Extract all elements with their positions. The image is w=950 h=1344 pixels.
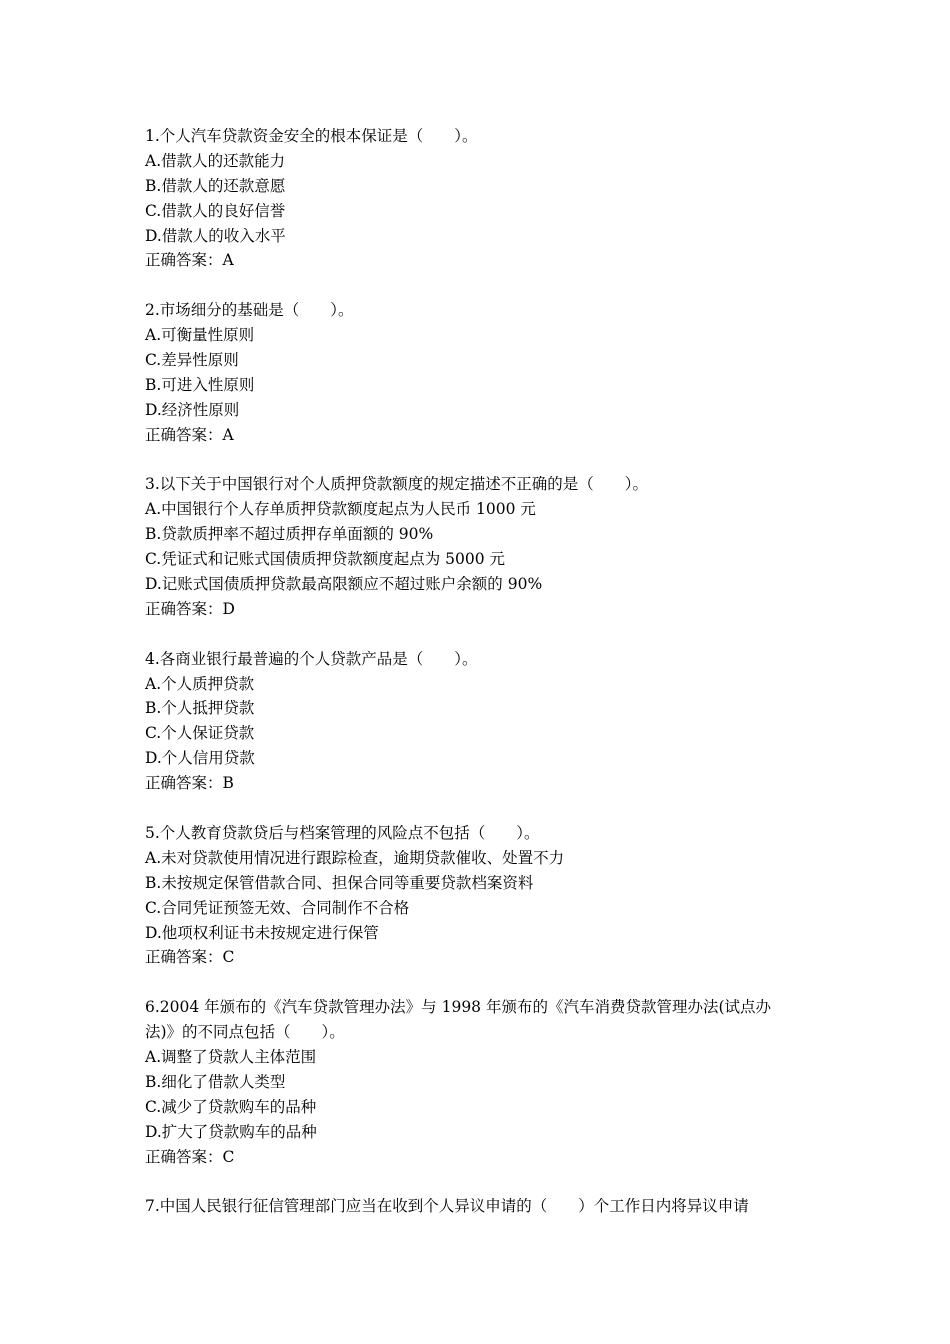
option-b: B.个人抵押贷款 xyxy=(145,699,255,718)
question-5 xyxy=(145,821,815,970)
question-1 xyxy=(145,124,815,273)
question-7 xyxy=(145,1194,815,1219)
option-a: A.可衡量性原则 xyxy=(145,326,255,345)
question-stem: 3.以下关于中国银行对个人质押贷款额度的规定描述不正确的是（ ）。 xyxy=(145,475,649,494)
option-d: D.个人信用贷款 xyxy=(145,749,255,768)
document-page xyxy=(145,124,815,1244)
option-c: C.差异性原则 xyxy=(145,351,239,370)
option-b: B.细化了借款人类型 xyxy=(145,1072,286,1091)
option-b: B.借款人的还款意愿 xyxy=(145,176,286,195)
correct-answer: 正确答案：A xyxy=(145,251,234,270)
option-a: A.个人质押贷款 xyxy=(145,674,255,693)
question-stem-line-1: 6.2004 年颁布的《汽车贷款管理办法》与 1998 年颁布的《汽车消费贷款管理办法(试点办 xyxy=(145,998,772,1017)
question-stem: 1.个人汽车贷款资金安全的根本保证是（ ）。 xyxy=(145,127,478,145)
option-d: D.借款人的收入水平 xyxy=(145,226,286,245)
option-a: A.调整了贷款人主体范围 xyxy=(145,1047,317,1066)
question-stem: 4.各商业银行最普遍的个人贷款产品是（ ）。 xyxy=(145,649,478,668)
option-c: C.借款人的良好信誉 xyxy=(145,201,286,220)
question-stem-line-2: 法)》的不同点包括（ ）。 xyxy=(145,1023,345,1042)
option-d: D.经济性原则 xyxy=(145,400,240,419)
question-2 xyxy=(145,298,815,447)
correct-answer: 正确答案：C xyxy=(145,1147,235,1166)
option-d: D.他项权利证书未按规定进行保管 xyxy=(145,923,379,942)
question-3 xyxy=(145,472,815,621)
option-c: C.减少了贷款购车的品种 xyxy=(145,1097,317,1116)
question-4 xyxy=(145,647,815,796)
correct-answer: 正确答案：A xyxy=(145,425,234,444)
option-c: C.个人保证贷款 xyxy=(145,724,255,743)
option-a: A.借款人的还款能力 xyxy=(145,151,286,170)
question-stem: 7.中国人民银行征信管理部门应当在收到个人异议申请的（ ）个工作日内将异议申请 xyxy=(145,1197,749,1216)
option-a: A.未对贷款使用情况进行跟踪检查，逾期贷款催收、处置不力 xyxy=(145,848,565,867)
option-d: D.扩大了贷款购车的品种 xyxy=(145,1122,317,1141)
option-b: B.贷款质押率不超过质押存单面额的 90% xyxy=(145,525,434,544)
option-b: B.可进入性原则 xyxy=(145,375,255,394)
option-a: A.中国银行个人存单质押贷款额度起点为人民币 1000 元 xyxy=(145,500,536,519)
option-d: D.记账式国债质押贷款最高限额应不超过账户余额的 90% xyxy=(145,575,543,594)
question-stem: 2.市场细分的基础是（ ）。 xyxy=(145,301,354,320)
question-6 xyxy=(145,995,815,1169)
correct-answer: 正确答案：B xyxy=(145,774,234,793)
question-stem: 5.个人教育贷款贷后与档案管理的风险点不包括（ ）。 xyxy=(145,823,540,842)
correct-answer: 正确答案：D xyxy=(145,599,235,618)
option-c: C.凭证式和记账式国债质押贷款额度起点为 5000 元 xyxy=(145,550,506,569)
option-c: C.合同凭证预签无效、合同制作不合格 xyxy=(145,898,410,917)
correct-answer: 正确答案：C xyxy=(145,948,235,967)
option-b: B.未按规定保管借款合同、担保合同等重要贷款档案资料 xyxy=(145,873,534,892)
